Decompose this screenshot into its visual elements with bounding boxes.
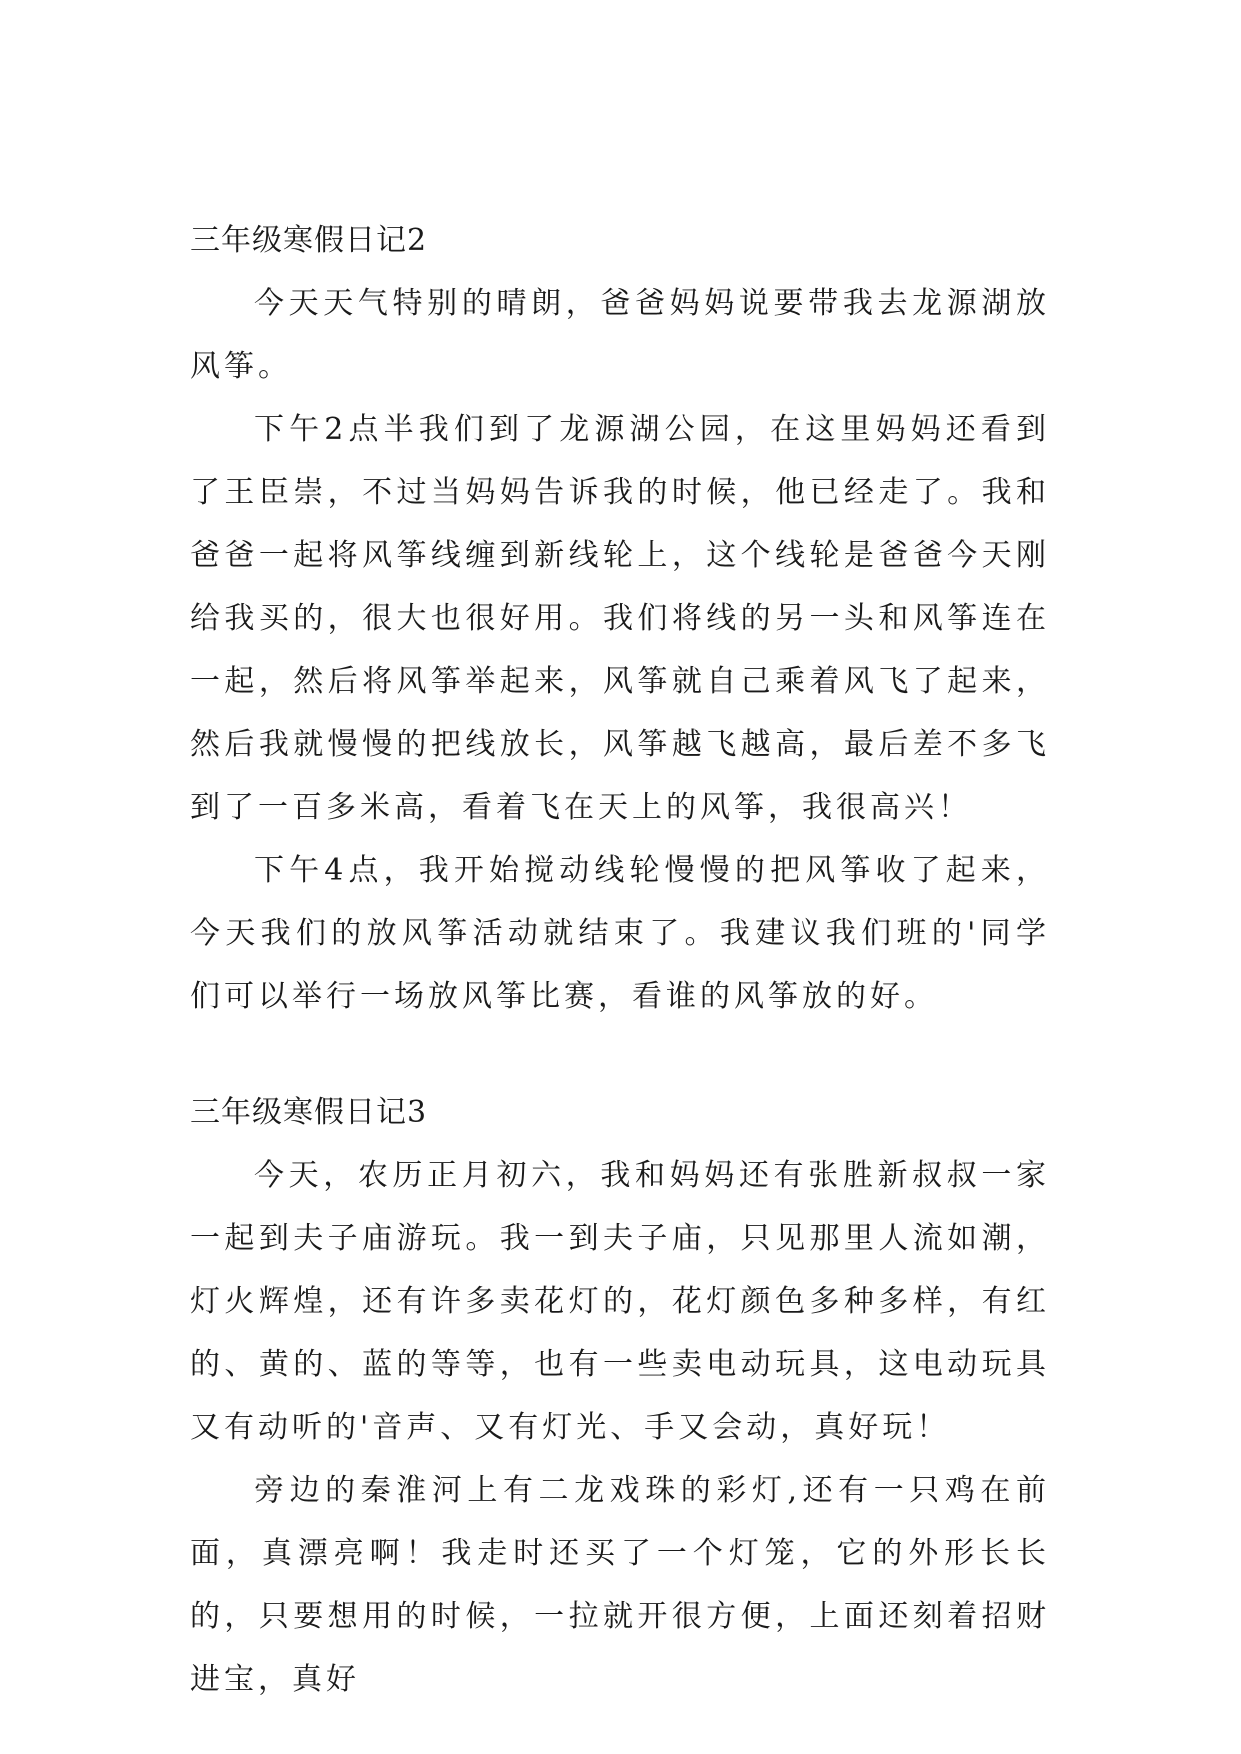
paragraph: 下午2点半我们到了龙源湖公园，在这里妈妈还看到了王臣崇，不过当妈妈告诉我的时候，他已经走了。我和爸爸一起将风筝线缠到新线轮上，这个线轮是爸爸今天刚给我买的，很大也很好用。我们将线的另一头和风筝连在一起，然后将风筝举起来，风筝就自己乘着风飞了起来，然后我就慢慢的把线放长，风筝越飞越高，最后差不多飞到了一百多米高，看着飞在天上的风筝，我很高兴！ — [190, 412, 1050, 825]
paragraph: 下午4点，我开始搅动线轮慢慢的把风筝收了起来，今天我们的放风筝活动就结束了。我建议我们班的'同学们可以举行一场放风筝比赛，看谁的风筝放的好。 — [190, 853, 1050, 1014]
paragraph: 今天天气特别的晴朗，爸爸妈妈说要带我去龙源湖放风筝。 — [190, 286, 1050, 384]
diary-entry-2 — [190, 210, 1050, 1028]
paragraph: 今天，农历正月初六，我和妈妈还有张胜新叔叔一家一起到夫子庙游玩。我一到夫子庙，只见那里人流如潮，灯火辉煌，还有许多卖花灯的，花灯颜色多种多样，有红的、黄的、蓝的等等，也有一些卖电动玩具，这电动玩具又有动听的'音声、又有灯光、手又会动，真好玩！ — [190, 1158, 1050, 1445]
section-title: 三年级寒假日记3 — [190, 1095, 428, 1130]
diary-entry-3 — [190, 1082, 1050, 1711]
section-title: 三年级寒假日记2 — [190, 223, 428, 258]
document-page — [190, 210, 1050, 1711]
section-spacer — [190, 1028, 1050, 1082]
paragraph: 旁边的秦淮河上有二龙戏珠的彩灯,还有一只鸡在前面，真漂亮啊！我走时还买了一个灯笼，它的外形长长的，只要想用的时候，一拉就开很方便，上面还刻着招财进宝，真好 — [190, 1473, 1050, 1697]
